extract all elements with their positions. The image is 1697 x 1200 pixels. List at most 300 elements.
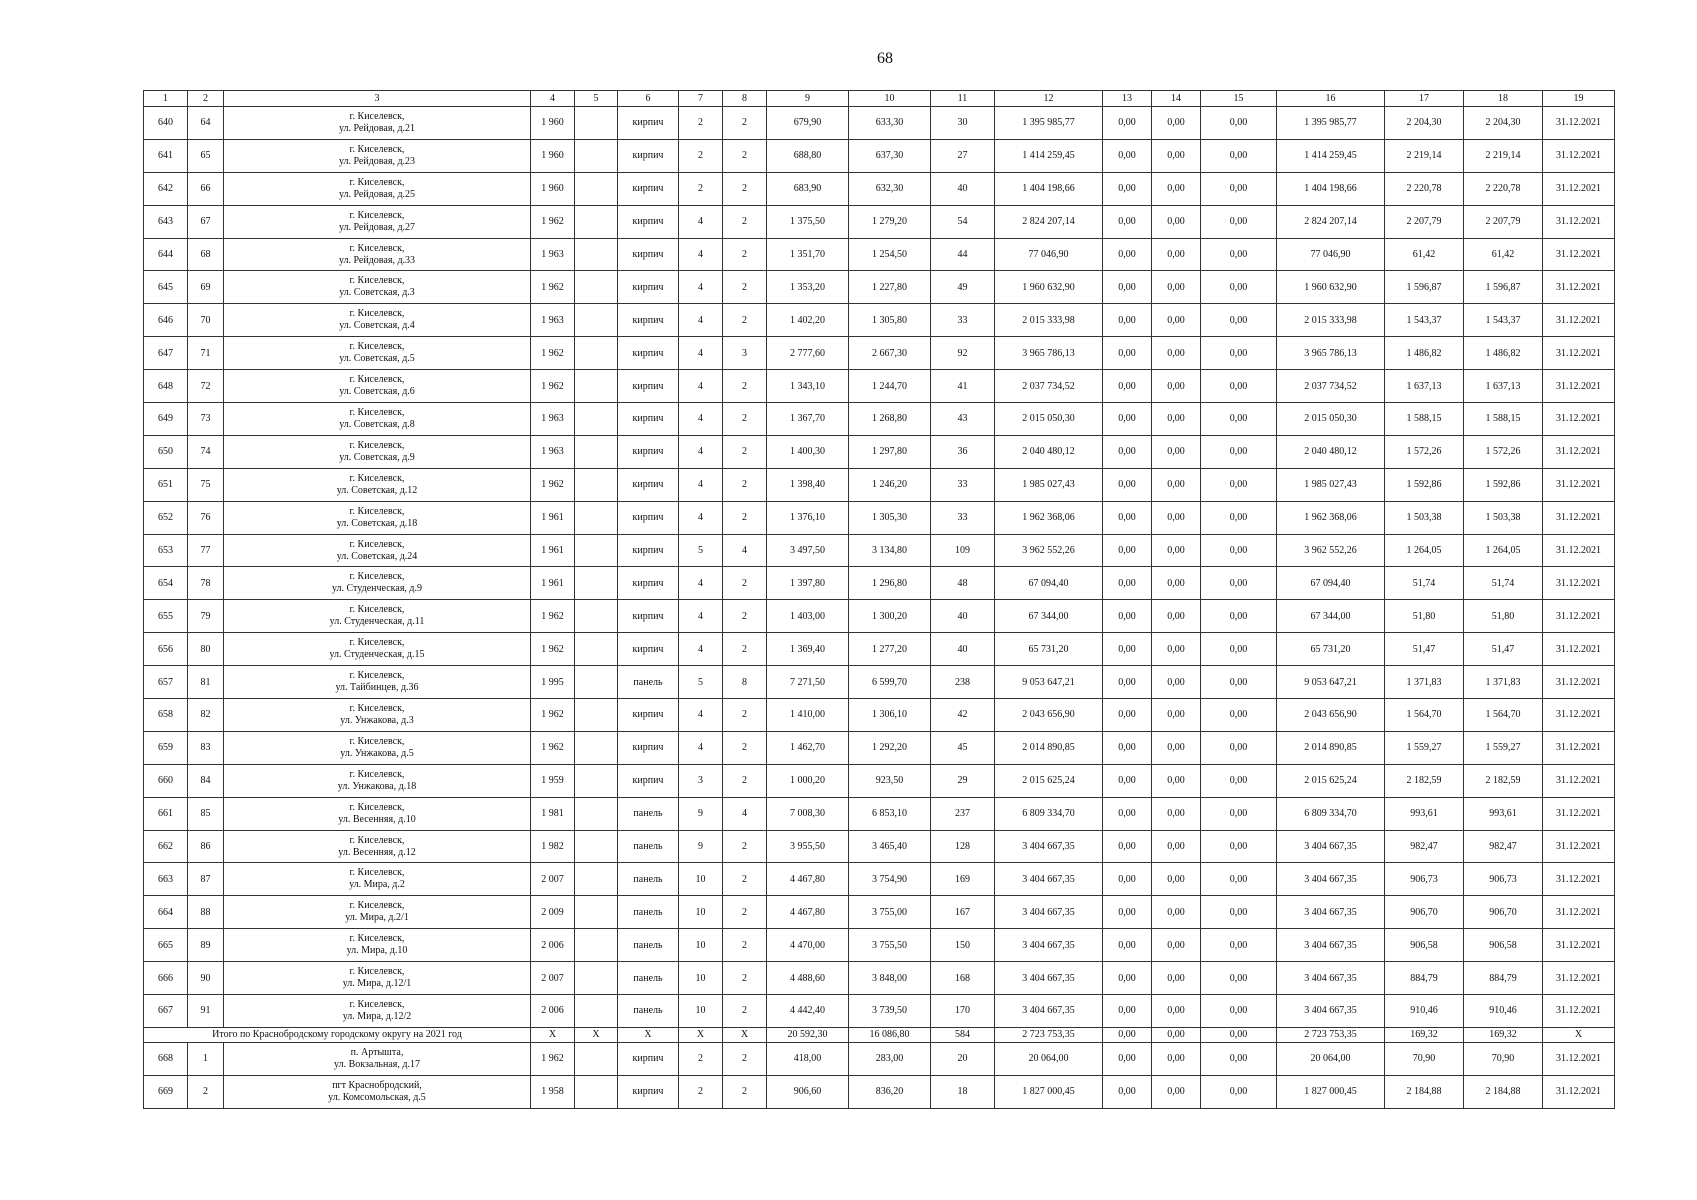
cell-c11: 238	[931, 666, 995, 699]
cell-c16: 2 015 050,30	[1277, 403, 1385, 436]
cell-c5	[575, 205, 618, 238]
cell-c5	[575, 797, 618, 830]
cell-c7: 4	[679, 304, 723, 337]
cell-c10: 6 599,70	[849, 666, 931, 699]
cell-c12: 2 037 734,52	[995, 370, 1103, 403]
cell-c16: 2 040 480,12	[1277, 435, 1385, 468]
cell-c12: 3 965 786,13	[995, 337, 1103, 370]
cell-c6: кирпич	[618, 468, 679, 501]
address-cell	[224, 962, 531, 995]
cell-c4: 2 007	[531, 962, 575, 995]
table-row	[144, 797, 1615, 830]
cell-c6: кирпич	[618, 337, 679, 370]
cell-c15: 0,00	[1201, 995, 1277, 1028]
cell-c5	[575, 962, 618, 995]
cell-c8: 2	[723, 304, 767, 337]
row-sub-number: 74	[188, 435, 224, 468]
cell-c16: 1 985 027,43	[1277, 468, 1385, 501]
cell-c18: 1 572,26	[1464, 435, 1543, 468]
table-row	[144, 107, 1615, 140]
cell-c14: 0,00	[1152, 205, 1201, 238]
total-c7: X	[679, 1027, 723, 1042]
cell-c9: 1 398,40	[767, 468, 849, 501]
row-sub-number: 78	[188, 567, 224, 600]
cell-c19: 31.12.2021	[1543, 666, 1615, 699]
cell-c6: кирпич	[618, 107, 679, 140]
cell-c10: 3 134,80	[849, 534, 931, 567]
cell-c16: 3 962 552,26	[1277, 534, 1385, 567]
cell-c9: 679,90	[767, 107, 849, 140]
cell-c13: 0,00	[1103, 567, 1152, 600]
row-number: 653	[144, 534, 188, 567]
cell-c12: 65 731,20	[995, 633, 1103, 666]
cell-c5	[575, 764, 618, 797]
table-row	[144, 1075, 1615, 1108]
cell-c4: 1 960	[531, 107, 575, 140]
table-row	[144, 172, 1615, 205]
cell-c13: 0,00	[1103, 896, 1152, 929]
cell-c8: 2	[723, 1042, 767, 1075]
cell-c12: 6 809 334,70	[995, 797, 1103, 830]
cell-c17: 51,80	[1385, 600, 1464, 633]
cell-c17: 61,42	[1385, 238, 1464, 271]
cell-c10: 637,30	[849, 139, 931, 172]
cell-c14: 0,00	[1152, 863, 1201, 896]
cell-c4: 1 962	[531, 600, 575, 633]
column-header-5: 5	[575, 91, 618, 107]
cell-c8: 8	[723, 666, 767, 699]
cell-c17: 1 371,83	[1385, 666, 1464, 699]
cell-c13: 0,00	[1103, 238, 1152, 271]
cell-c15: 0,00	[1201, 139, 1277, 172]
cell-c18: 906,58	[1464, 929, 1543, 962]
cell-c19: 31.12.2021	[1543, 534, 1615, 567]
cell-c8: 2	[723, 172, 767, 205]
cell-c5	[575, 600, 618, 633]
cell-c10: 1 277,20	[849, 633, 931, 666]
cell-c15: 0,00	[1201, 435, 1277, 468]
address-city: г. Киселевск,	[349, 801, 405, 813]
cell-c7: 4	[679, 403, 723, 436]
row-sub-number: 69	[188, 271, 224, 304]
total-c18: 169,32	[1464, 1027, 1543, 1042]
total-c15: 0,00	[1201, 1027, 1277, 1042]
cell-c10: 1 305,80	[849, 304, 931, 337]
cell-c13: 0,00	[1103, 830, 1152, 863]
cell-c19: 31.12.2021	[1543, 929, 1615, 962]
cell-c18: 1 371,83	[1464, 666, 1543, 699]
cell-c6: кирпич	[618, 1075, 679, 1108]
row-sub-number: 86	[188, 830, 224, 863]
cell-c14: 0,00	[1152, 403, 1201, 436]
table-row	[144, 435, 1615, 468]
address-city: г. Киселевск,	[349, 505, 405, 517]
cell-c10: 1 246,20	[849, 468, 931, 501]
cell-c13: 0,00	[1103, 337, 1152, 370]
cell-c15: 0,00	[1201, 863, 1277, 896]
cell-c11: 45	[931, 731, 995, 764]
row-sub-number: 81	[188, 666, 224, 699]
cell-c11: 29	[931, 764, 995, 797]
cell-c18: 884,79	[1464, 962, 1543, 995]
cell-c12: 67 094,40	[995, 567, 1103, 600]
cell-c7: 3	[679, 764, 723, 797]
cell-c17: 70,90	[1385, 1042, 1464, 1075]
total-c17: 169,32	[1385, 1027, 1464, 1042]
table-row	[144, 139, 1615, 172]
row-number: 643	[144, 205, 188, 238]
cell-c16: 65 731,20	[1277, 633, 1385, 666]
cell-c7: 2	[679, 107, 723, 140]
cell-c13: 0,00	[1103, 435, 1152, 468]
cell-c10: 1 296,80	[849, 567, 931, 600]
cell-c4: 1 963	[531, 238, 575, 271]
cell-c17: 1 543,37	[1385, 304, 1464, 337]
cell-c10: 836,20	[849, 1075, 931, 1108]
cell-c16: 67 094,40	[1277, 567, 1385, 600]
cell-c10: 3 755,50	[849, 929, 931, 962]
cell-c5	[575, 139, 618, 172]
cell-c10: 1 306,10	[849, 699, 931, 732]
row-number: 659	[144, 731, 188, 764]
address-city: г. Киселевск,	[349, 834, 405, 846]
cell-c16: 3 404 667,35	[1277, 962, 1385, 995]
cell-c8: 2	[723, 633, 767, 666]
cell-c8: 3	[723, 337, 767, 370]
cell-c13: 0,00	[1103, 797, 1152, 830]
total-row	[144, 1027, 1615, 1042]
cell-c7: 5	[679, 534, 723, 567]
cell-c11: 40	[931, 172, 995, 205]
cell-c19: 31.12.2021	[1543, 238, 1615, 271]
cell-c11: 41	[931, 370, 995, 403]
cell-c6: панель	[618, 929, 679, 962]
cell-c18: 1 486,82	[1464, 337, 1543, 370]
address-street: ул. Мира, д.2	[349, 879, 405, 891]
cell-c11: 40	[931, 600, 995, 633]
cell-c19: 31.12.2021	[1543, 107, 1615, 140]
address-city: г. Киселевск,	[349, 768, 405, 780]
cell-c13: 0,00	[1103, 139, 1152, 172]
cell-c12: 9 053 647,21	[995, 666, 1103, 699]
row-sub-number: 67	[188, 205, 224, 238]
cell-c7: 4	[679, 501, 723, 534]
cell-c19: 31.12.2021	[1543, 1075, 1615, 1108]
cell-c4: 1 962	[531, 370, 575, 403]
cell-c19: 31.12.2021	[1543, 304, 1615, 337]
cell-c9: 1 375,50	[767, 205, 849, 238]
table-row	[144, 304, 1615, 337]
cell-c11: 167	[931, 896, 995, 929]
total-c6: X	[618, 1027, 679, 1042]
cell-c12: 2 014 890,85	[995, 731, 1103, 764]
row-sub-number: 90	[188, 962, 224, 995]
cell-c18: 1 588,15	[1464, 403, 1543, 436]
cell-c18: 70,90	[1464, 1042, 1543, 1075]
address-city: г. Киселевск,	[349, 966, 405, 978]
cell-c5	[575, 534, 618, 567]
cell-c6: кирпич	[618, 534, 679, 567]
cell-c12: 3 404 667,35	[995, 929, 1103, 962]
cell-c8: 2	[723, 929, 767, 962]
cell-c14: 0,00	[1152, 764, 1201, 797]
cell-c7: 10	[679, 995, 723, 1028]
column-header-18: 18	[1464, 91, 1543, 107]
cell-c15: 0,00	[1201, 238, 1277, 271]
cell-c8: 2	[723, 403, 767, 436]
table-row	[144, 370, 1615, 403]
row-number: 648	[144, 370, 188, 403]
cell-c17: 906,58	[1385, 929, 1464, 962]
cell-c13: 0,00	[1103, 995, 1152, 1028]
cell-c10: 1 292,20	[849, 731, 931, 764]
address-street: ул. Мира, д.12/2	[342, 1010, 412, 1022]
row-number: 667	[144, 995, 188, 1028]
cell-c16: 2 014 890,85	[1277, 731, 1385, 764]
cell-c16: 3 404 667,35	[1277, 863, 1385, 896]
column-header-6: 6	[618, 91, 679, 107]
row-number: 649	[144, 403, 188, 436]
cell-c19: 31.12.2021	[1543, 567, 1615, 600]
cell-c19: 31.12.2021	[1543, 337, 1615, 370]
row-sub-number: 70	[188, 304, 224, 337]
cell-c16: 3 404 667,35	[1277, 896, 1385, 929]
cell-c19: 31.12.2021	[1543, 468, 1615, 501]
cell-c14: 0,00	[1152, 534, 1201, 567]
cell-c19: 31.12.2021	[1543, 205, 1615, 238]
cell-c6: кирпич	[618, 205, 679, 238]
address-city: г. Киселевск,	[349, 110, 405, 122]
column-header-19: 19	[1543, 91, 1615, 107]
row-sub-number: 66	[188, 172, 224, 205]
cell-c18: 2 182,59	[1464, 764, 1543, 797]
cell-c4: 2 006	[531, 995, 575, 1028]
column-number-row	[144, 91, 1615, 107]
row-sub-number: 82	[188, 699, 224, 732]
cell-c9: 1 367,70	[767, 403, 849, 436]
cell-c9: 1 351,70	[767, 238, 849, 271]
address-street: ул. Весенняя, д.10	[338, 813, 416, 825]
cell-c12: 2 043 656,90	[995, 699, 1103, 732]
cell-c13: 0,00	[1103, 107, 1152, 140]
cell-c12: 1 395 985,77	[995, 107, 1103, 140]
cell-c13: 0,00	[1103, 403, 1152, 436]
cell-c11: 237	[931, 797, 995, 830]
address-cell	[224, 403, 531, 436]
cell-c19: 31.12.2021	[1543, 863, 1615, 896]
cell-c6: кирпич	[618, 567, 679, 600]
cell-c17: 906,70	[1385, 896, 1464, 929]
address-cell	[224, 435, 531, 468]
cell-c9: 1 400,30	[767, 435, 849, 468]
cell-c15: 0,00	[1201, 699, 1277, 732]
cell-c5	[575, 666, 618, 699]
cell-c11: 43	[931, 403, 995, 436]
cell-c6: панель	[618, 863, 679, 896]
cell-c5	[575, 896, 618, 929]
cell-c11: 54	[931, 205, 995, 238]
address-cell	[224, 205, 531, 238]
cell-c13: 0,00	[1103, 501, 1152, 534]
cell-c10: 1 268,80	[849, 403, 931, 436]
cell-c16: 1 827 000,45	[1277, 1075, 1385, 1108]
row-number: 663	[144, 863, 188, 896]
cell-c14: 0,00	[1152, 1075, 1201, 1108]
cell-c8: 2	[723, 600, 767, 633]
cell-c7: 4	[679, 699, 723, 732]
cell-c17: 2 182,59	[1385, 764, 1464, 797]
cell-c12: 3 404 667,35	[995, 863, 1103, 896]
cell-c13: 0,00	[1103, 205, 1152, 238]
cell-c9: 1 397,80	[767, 567, 849, 600]
cell-c19: 31.12.2021	[1543, 139, 1615, 172]
cell-c18: 910,46	[1464, 995, 1543, 1028]
row-sub-number: 72	[188, 370, 224, 403]
address-street: ул. Рейдовая, д.23	[338, 155, 416, 167]
cell-c15: 0,00	[1201, 501, 1277, 534]
cell-c4: 1 959	[531, 764, 575, 797]
cell-c8: 2	[723, 435, 767, 468]
cell-c9: 1 369,40	[767, 633, 849, 666]
cell-c13: 0,00	[1103, 370, 1152, 403]
cell-c7: 2	[679, 1075, 723, 1108]
address-cell	[224, 929, 531, 962]
cell-c7: 4	[679, 370, 723, 403]
cell-c9: 1 343,10	[767, 370, 849, 403]
address-city: г. Киселевск,	[349, 209, 405, 221]
address-city: г. Киселевск,	[349, 933, 405, 945]
cell-c13: 0,00	[1103, 1042, 1152, 1075]
table-row	[144, 600, 1615, 633]
address-street: ул. Унжакова, д.5	[340, 747, 414, 759]
cell-c5	[575, 501, 618, 534]
cell-c5	[575, 304, 618, 337]
cell-c5	[575, 370, 618, 403]
address-cell	[224, 764, 531, 797]
table-row	[144, 666, 1615, 699]
cell-c17: 910,46	[1385, 995, 1464, 1028]
cell-c6: панель	[618, 995, 679, 1028]
address-city: г. Киселевск,	[349, 275, 405, 287]
cell-c17: 2 184,88	[1385, 1075, 1464, 1108]
address-street: ул. Советская, д.12	[336, 484, 418, 496]
column-header-7: 7	[679, 91, 723, 107]
cell-c7: 4	[679, 271, 723, 304]
cell-c10: 3 848,00	[849, 962, 931, 995]
cell-c19: 31.12.2021	[1543, 403, 1615, 436]
cell-c10: 1 244,70	[849, 370, 931, 403]
cell-c7: 2	[679, 1042, 723, 1075]
address-street: ул. Мира, д.2/1	[345, 912, 409, 924]
cell-c11: 30	[931, 107, 995, 140]
address-city: г. Киселевск,	[349, 702, 405, 714]
cell-c6: панель	[618, 830, 679, 863]
cell-c13: 0,00	[1103, 534, 1152, 567]
column-header-8: 8	[723, 91, 767, 107]
cell-c9: 1 353,20	[767, 271, 849, 304]
address-city: г. Киселевск,	[349, 341, 405, 353]
cell-c15: 0,00	[1201, 830, 1277, 863]
cell-c15: 0,00	[1201, 896, 1277, 929]
cell-c15: 0,00	[1201, 370, 1277, 403]
table-row	[144, 863, 1615, 896]
address-street: ул. Студенческая, д.9	[331, 583, 423, 595]
cell-c4: 2 009	[531, 896, 575, 929]
cell-c19: 31.12.2021	[1543, 370, 1615, 403]
row-number: 650	[144, 435, 188, 468]
total-c10: 16 086,80	[849, 1027, 931, 1042]
address-cell	[224, 172, 531, 205]
cell-c11: 20	[931, 1042, 995, 1075]
address-street: ул. Тайбинцев, д.36	[335, 682, 419, 694]
column-header-11: 11	[931, 91, 995, 107]
cell-c13: 0,00	[1103, 304, 1152, 337]
row-number: 658	[144, 699, 188, 732]
cell-c10: 1 279,20	[849, 205, 931, 238]
cell-c9: 418,00	[767, 1042, 849, 1075]
row-number: 660	[144, 764, 188, 797]
cell-c11: 33	[931, 501, 995, 534]
cell-c10: 1 300,20	[849, 600, 931, 633]
cell-c4: 1 981	[531, 797, 575, 830]
cell-c9: 7 271,50	[767, 666, 849, 699]
cell-c9: 7 008,30	[767, 797, 849, 830]
cell-c8: 2	[723, 962, 767, 995]
cell-c13: 0,00	[1103, 172, 1152, 205]
cell-c14: 0,00	[1152, 995, 1201, 1028]
cell-c6: панель	[618, 962, 679, 995]
cell-c4: 1 962	[531, 731, 575, 764]
cell-c11: 109	[931, 534, 995, 567]
address-street: ул. Мира, д.10	[346, 945, 408, 957]
cell-c9: 3 497,50	[767, 534, 849, 567]
address-cell	[224, 567, 531, 600]
cell-c15: 0,00	[1201, 107, 1277, 140]
cell-c16: 77 046,90	[1277, 238, 1385, 271]
row-sub-number: 75	[188, 468, 224, 501]
cell-c4: 1 961	[531, 534, 575, 567]
cell-c6: кирпич	[618, 139, 679, 172]
row-number: 662	[144, 830, 188, 863]
cell-c19: 31.12.2021	[1543, 731, 1615, 764]
cell-c4: 1 982	[531, 830, 575, 863]
cell-c9: 1 000,20	[767, 764, 849, 797]
address-cell	[224, 139, 531, 172]
cell-c11: 168	[931, 962, 995, 995]
cell-c17: 1 596,87	[1385, 271, 1464, 304]
total-c9: 20 592,30	[767, 1027, 849, 1042]
address-cell	[224, 830, 531, 863]
cell-c17: 1 588,15	[1385, 403, 1464, 436]
cell-c15: 0,00	[1201, 764, 1277, 797]
cell-c4: 1 960	[531, 172, 575, 205]
row-number: 646	[144, 304, 188, 337]
cell-c11: 49	[931, 271, 995, 304]
cell-c7: 2	[679, 139, 723, 172]
table-row	[144, 699, 1615, 732]
cell-c10: 6 853,10	[849, 797, 931, 830]
cell-c12: 2 015 333,98	[995, 304, 1103, 337]
row-sub-number: 88	[188, 896, 224, 929]
cell-c11: 36	[931, 435, 995, 468]
cell-c7: 4	[679, 468, 723, 501]
cell-c18: 2 184,88	[1464, 1075, 1543, 1108]
cell-c18: 51,47	[1464, 633, 1543, 666]
address-cell	[224, 633, 531, 666]
cell-c11: 33	[931, 468, 995, 501]
cell-c12: 1 960 632,90	[995, 271, 1103, 304]
cell-c10: 3 755,00	[849, 896, 931, 929]
